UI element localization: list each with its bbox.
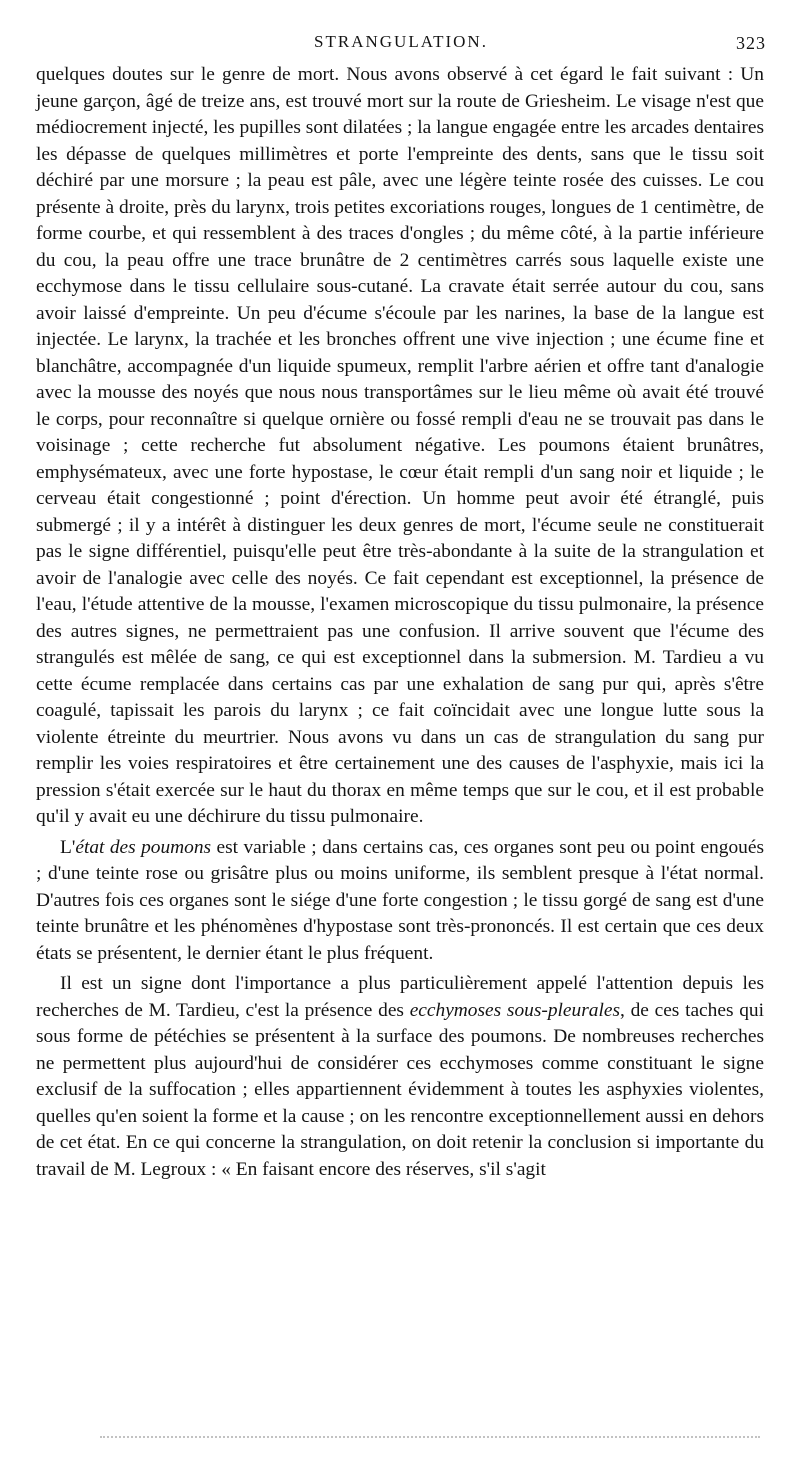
running-title: STRANGULATION. [314,32,488,51]
paragraph-3-before: Il est un signe dont l'importance a plus particulièrement appelé l'attention depuis les recherches de M. Tardieu, c'est la présence des [36,973,764,1021]
page-number: 323 [736,33,766,53]
paragraph-1: quelques doutes sur le genre de mort. Nous avons observé à cet égard le fait suivant : Un jeune garçon, âgé de treize ans, est trouvé mort sur la route de Griesheim. Le visage n'est que médiocrement injecté, les pupilles sont dilatées ; la langue engagée entre les arcades dentaires les dépasse de quelques millimètres et porte l'empreinte des dents, sans que le tissu soit déchiré par une morsure ; la peau est pâle, avec une légère teinte rosée des cuisses. Le cou présente à droite, près du larynx, trois petites excoriations rouges, longues de 1 centimètre, de forme courbe, et qui ressemblent à des traces d'ongles ; du même côté, à la partie inférieure du cou, la peau offre une trace brunâtre de 2 centimètres carrés sous laquelle existe une ecchymose dans le tissu cellulaire sous-cutané. La cravate était serrée autour du cou, sans avoir laissé d'empreinte. Un peu d'écume s'écoule par les narines, la base de la langue est injectée. Le larynx, la trachée et les bronches offrent une vive injection ; une écume fine et blanchâtre, accompagnée d'un liquide spumeux, remplit l'arbre aérien et offre tant d'analogie avec la mousse des noyés que nous nous transportâmes sur le lieu même où avait été trouvé le corps, pour reconnaître si quelque ornière ou fossé rempli d'eau ne se trouvait pas dans le voisinage ; cette recherche fut absolument négative. Les poumons étaient brunâtres, emphysémateux, avec une forte hypostase, le cœur était rempli d'un sang noir et liquide ; le cerveau était congestionné ; point d'érection. Un homme peut avoir été étranglé, puis submergé ; il y a intérêt à distinguer les deux genres de mort, l'écume seule ne constituerait pas le signe différentiel, puisqu'elle peut être très-abondante à la suite de la strangulation et avoir de l'analogie avec celle des noyés. Ce fait cependant est exceptionnel, la présence de l'eau, l'étude attentive de la mousse, l'examen microscopique du tissu pulmonaire, la présence des autres signes, ne permettraient pas une confusion. Il arrive souvent que l'écume des strangulés est mêlée de sang, ce qui est exceptionnel dans la submersion. M. Tardieu a vu cette écume remplacée dans certains cas par une exhalation de sang pur qui, après s'être coagulé, tapissait les parois du larynx ; ce fait coïncidait avec une longue lutte sous la violente étreinte du meurtrier. Nous avons vu dans un cas de strangulation du sang pur remplir les voies respiratoires et être certainement une des causes de l'asphyxie, mais ici la pression s'était exercée sur le haut du thorax en même temps que sur le cou, et il est probable qu'il y avait eu une déchirure du tissu pulmonaire. [36,64,764,827]
paragraph-3 [36,971,764,1183]
paragraph-2 [36,835,764,968]
paragraph-2-text: est variable ; dans certains cas, ces organes sont peu ou point engoués ; d'une teinte rose ou grisâtre plus ou moins uniforme, ils semblent presque à l'état normal. D'autres fois ces organes sont le siége d'une forte congestion ; le tissu gorgé de sang est d'une teinte brunâtre et les phénomènes d'hypostase sont très-prononcés. Il est certain que ces deux états se présentent, le dernier étant le plus fréquent. [36,836,764,964]
body-text [36,62,764,1183]
paragraph-3-italic: ecchymoses sous-pleurales [409,999,621,1021]
paragraph-3-after: , de ces taches qui sous forme de pétéchies se présentent à la surface des poumons. De nombreuses recherches ne permettent plus aujourd'hui de considérer ces ecchymoses comme constituant le signe exclusif de la suffocation ; elles appartiennent évidemment à toutes les asphyxies violentes, quelles qu'en soient la forme et la cause ; on les rencontre exceptionnellement aussi en dehors de cet état. En ce qui concerne la strangulation, on doit retenir la conclusion si importante du travail de M. Legroux : « En faisant encore des réserves, s'il s'agit [36,999,764,1180]
paragraph-2-italic: état des poumons [75,836,212,858]
footer-scan-artifact [100,1436,760,1438]
paragraph-2-lead: L' [60,836,76,858]
running-head [36,30,766,56]
